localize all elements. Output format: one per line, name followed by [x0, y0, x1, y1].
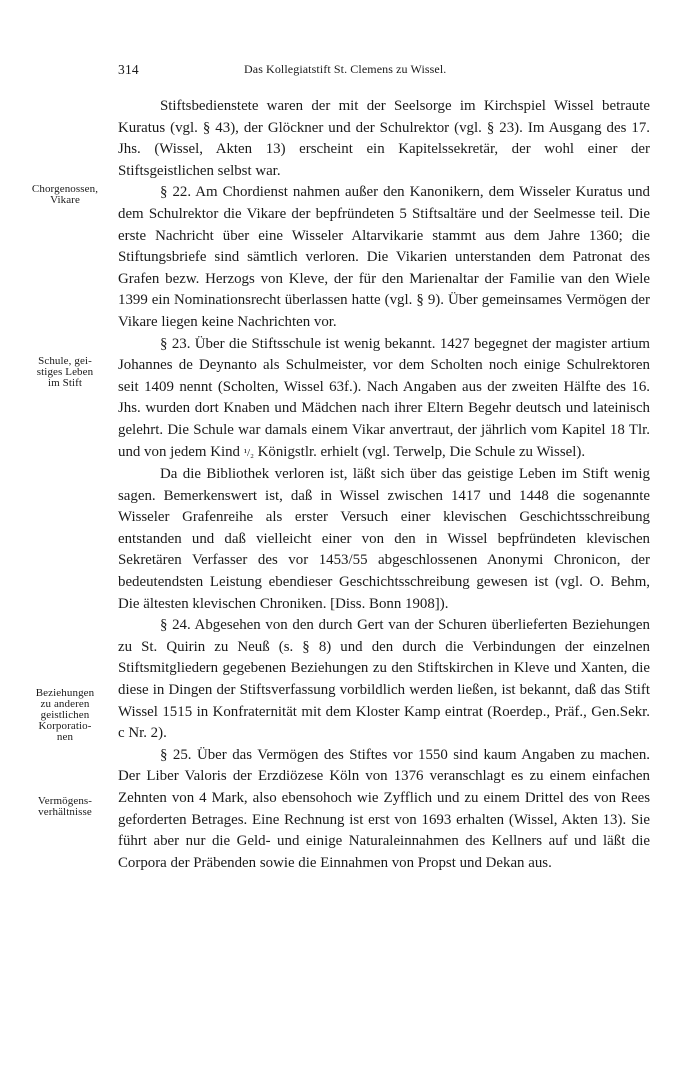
margin-note-chorgenossen: [18, 184, 112, 206]
margin-note-line: Vikare: [50, 194, 80, 206]
margin-note-beziehungen: [18, 688, 112, 743]
paragraph-section-25: § 25. Über das Vermögen des Stiftes vor 1550 sind kaum Angaben zu machen. Der Liber Valoris der Erzdiözese Köln von 1376 veranschlagt es zu einem einfachen Zehnten von 4 Mark, also ebensohoch wie Zyfflich und zu einem Drittel des von Rees geforderten Betrages. Eine Rechnung ist erst von 1693 erhalten (Wissel, Akten 13). Sie führt aber nur die Geld- und einige Naturaleinnahmen des Kellners auf und läßt die Corpora der Präbenden sowie die Einnahmen von Propst und Dekan aus.: [118, 746, 650, 871]
margin-note-line: Chorgenossen,: [31, 183, 99, 195]
paragraph-bibliothek: Da die Bibliothek verloren ist, läßt sich über das geistige Leben im Stift wenig sagen. Bemerkenswert ist, daß in Wissel zwischen 1417 und 1448 die sogenannte Wisseler Grafenreihe als erster Versuch einer klevischen Geschichtsschreibung entstanden und daß vielleicht einer von den in Wissel bepfründeten klevischen Sekretären Verfasser des vor 1453/55 abgeschlossenen Anonymi Chronicon, der bedeutendsten Leistung ebendieser Geschichtsschreibung gewesen ist (vgl. O. Behm, Die ältesten klevischen Chroniken. [Diss. Bonn 1908]).: [118, 466, 650, 612]
page-number: 314: [118, 62, 139, 77]
margin-note-line: zu anderen: [40, 698, 90, 710]
margin-note-line: Schule, gei-: [38, 355, 92, 367]
margin-note-line: im Stift: [47, 377, 83, 389]
paragraph-section-24: § 24. Abgesehen von den durch Gert van der Schuren überlieferten Beziehungen zu St. Quirin zu Neuß (s. § 8) und den durch die Verbindungen der einzelnen Stiftsmitgliedern gegebenen Beziehungen zu den Stiftskirchen in Kleve und Xanten, die diese in Dingen der Stiftsverfassung vorbildlich werden ließen, ist bekannt, daß das Stift Wissel 1515 in Konfraternität mit dem Kloster Kamp eintrat (Roerdep., Präf., Gen.Sekr. c Nr. 2).: [118, 617, 650, 742]
margin-note-line: stiges Leben: [36, 366, 94, 378]
fraction-half: ¹/₂: [243, 446, 254, 459]
margin-note-line: geistlichen: [40, 709, 90, 721]
paragraph-stiftsbedienstete: Stiftsbedienstete waren der mit der Seelsorge im Kirchspiel Wissel betraute Kuratus (vgl. § 43), der Glöckner und der Schulrektor (vgl. § 23). Im Ausgang des 17. Jhs. (Wissel, Akten 13) erscheint ein Kapitelssekretär, der wohl einer der Stiftsgeistlichen selbst war.: [118, 98, 650, 179]
body-text: [118, 96, 650, 874]
paragraph-text: § 23. Über die Stiftsschule ist wenig bekannt. 1427 begegnet der magister artium Johannes de Deynanto als Schulmeister, vor dem Scholten noch einige Schulrektoren seit 1409 nennt (Scholten, Wissel 63f.). Nach Angaben aus der zweiten Hälfte des 16. Jhs. wurden dort Knaben und Mädchen nach ihrer Eltern Begehr deutsch und lateinisch gelehrt. Die Schule war damals einem Vikar anvertraut, der jährlich vom Kapitel 18 Tlr. und von jedem Kind: [118, 335, 650, 460]
paragraph-text: Königstlr. erhielt (vgl. Terwelp, Die Schule zu Wissel).: [253, 443, 586, 460]
margin-note-vermoegen: [18, 796, 112, 818]
margin-note-line: nen: [56, 731, 74, 743]
paragraph-section-22: § 22. Am Chordienst nahmen außer den Kanonikern, dem Wisseler Kuratus und dem Schulrektor die Vikare der bepfründeten 5 Stiftsaltäre und der Seelmesse teil. Die erste Nachricht über eine Wisseler Altarvikarie stammt aus dem Jahre 1360; die Stiftungsbriefe sind sämtlich verloren. Die Vikarien unterstanden dem Patronat des Grafen bezw. Herzogs von Kleve, der für den Marienaltar der Familie van den Wiele 1399 ein Nominationsrecht überlassen hatte (vgl. § 9). Über gemeinsames Vermögen der Vikare liegen keine Nachrichten vor.: [118, 184, 650, 330]
margin-note-line: Beziehungen: [35, 687, 95, 699]
margin-note-line: Vermögens-: [37, 795, 93, 807]
margin-note-schule: [18, 356, 112, 389]
running-title: Das Kollegiatstift St. Clemens zu Wissel.: [244, 62, 447, 76]
margin-note-line: verhältnisse: [38, 806, 92, 818]
paragraph-section-23: [118, 334, 650, 465]
margin-note-line: Korporatio-: [38, 720, 92, 732]
